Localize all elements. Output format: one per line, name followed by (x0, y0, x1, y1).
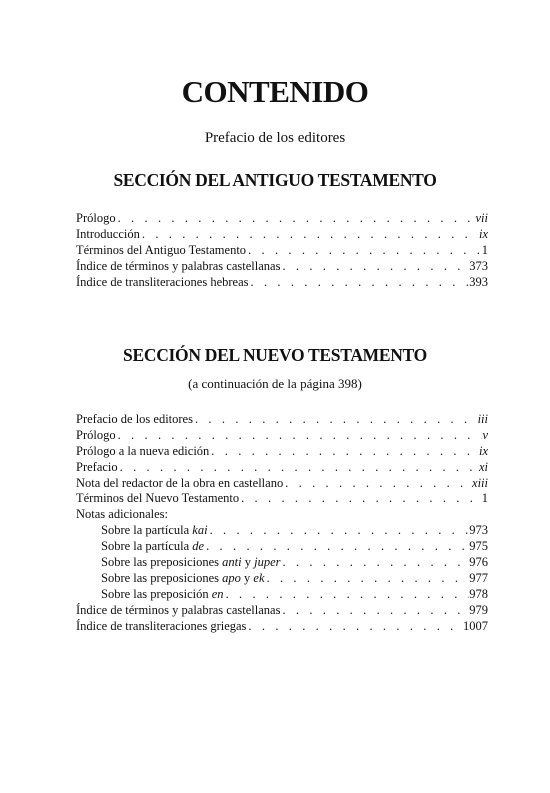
toc-entry-page: 975 (469, 539, 488, 554)
toc-entry-page: 393 (469, 274, 488, 289)
toc-entry-label (76, 444, 209, 460)
toc-entry-page: vii (475, 211, 488, 225)
toc-entry-page: v (482, 427, 488, 442)
toc-entry (76, 444, 488, 460)
toc-entry-label-text: Notas adicionales: (76, 507, 168, 522)
toc-entry (76, 555, 488, 571)
toc-entry-label-text: y (241, 555, 255, 570)
toc-entry (76, 428, 488, 444)
toc-entry-label-text: Prólogo (76, 427, 116, 442)
old-testament-toc (76, 211, 488, 290)
dot-leader (246, 243, 482, 259)
toc-entry (76, 619, 488, 635)
toc-entry (76, 243, 488, 259)
toc-entry-page: 976 (469, 555, 488, 570)
toc-entry-label (76, 476, 283, 492)
toc-entry (76, 460, 488, 476)
toc-entry-label-text: Sobre la partícula (101, 523, 193, 538)
toc-entry-page: 1007 (463, 618, 488, 633)
toc-entry-label (76, 460, 118, 476)
dot-leader (239, 491, 482, 507)
toc-entry-label (76, 523, 208, 539)
toc-entry-label-text: y (240, 570, 254, 585)
dot-leader (116, 211, 476, 227)
toc-entry-label-text: Prefacio (76, 459, 118, 474)
toc-entry-label-italic: anti (222, 555, 242, 570)
toc-entry-label (76, 539, 204, 555)
toc-entry (76, 571, 488, 587)
toc-entry-label-text: Introducción (76, 226, 140, 241)
toc-entry-label-italic: apo (222, 570, 241, 585)
dot-leader (208, 523, 470, 539)
dot-leader (118, 460, 479, 476)
page-title: CONTENIDO (181, 74, 369, 109)
toc-entry-label (76, 571, 265, 587)
toc-entry (76, 412, 488, 428)
toc-entry-label (76, 211, 116, 227)
toc-entry (76, 227, 488, 243)
toc-entry-page: 977 (469, 570, 488, 585)
dot-leader (249, 275, 470, 291)
toc-entry-label (76, 619, 246, 635)
toc-entry (76, 259, 488, 275)
toc-entry-label-text: Términos del Nuevo Testamento (76, 491, 240, 506)
toc-entry-page: 979 (469, 602, 488, 617)
toc-entry-label (76, 587, 224, 603)
toc-entry (76, 523, 488, 539)
new-testament-heading: SECCIÓN DEL NUEVO TESTAMENTO (123, 345, 427, 365)
toc-entry-label-text: Índice de términos y palabras castellanas (76, 258, 281, 273)
toc-entry (76, 211, 488, 227)
toc-entry-page: xi (478, 459, 488, 474)
toc-entry-label-text: Índice de transliteraciones griegas (76, 618, 247, 633)
toc-entry-label-text: Prefacio de los editores (76, 412, 193, 426)
toc-entry-label-italic: en (211, 586, 224, 601)
toc-entry-label-italic: juper (254, 555, 281, 570)
dot-leader (224, 587, 470, 603)
toc-entry-label-text: Sobre las preposiciones (101, 570, 223, 585)
dot-leader (265, 571, 470, 587)
toc-entry-label-text: Índice de términos y palabras castellanas (76, 602, 281, 617)
toc-entry-page: 978 (469, 586, 488, 601)
dot-leader (204, 539, 469, 555)
toc-entry-label-text: Índice de transliteraciones hebreas (76, 274, 249, 289)
toc-entry-label (76, 412, 193, 428)
new-testament-toc (76, 412, 488, 634)
dot-leader (246, 619, 463, 635)
toc-entry-label (76, 259, 280, 275)
toc-entry-label-text: Sobre las preposiciones (101, 555, 223, 570)
toc-entry (76, 275, 488, 291)
new-testament-note: (a continuación de la página 398) (188, 376, 362, 391)
toc-entry-page: xiii (472, 475, 488, 490)
toc-entry (76, 476, 488, 492)
toc-entry-page: 1 (481, 491, 488, 506)
toc-entry-label-text: Nota del redactor de la obra en castellano (76, 475, 284, 490)
toc-entry-label (76, 428, 116, 444)
toc-entry (76, 603, 488, 619)
toc-entry-label-text: Sobre las preposición (101, 586, 212, 601)
dot-leader (281, 555, 470, 571)
toc-entry-page: 1 (481, 242, 488, 257)
toc-entry-label-text: Prólogo (76, 211, 116, 225)
toc-entry-page: 373 (469, 258, 488, 273)
dot-leader (283, 476, 472, 492)
prefacio-line: Prefacio de los editores (204, 130, 346, 146)
toc-entry-label (76, 275, 249, 291)
toc-entry-label (76, 603, 280, 619)
toc-entry-page: ix (478, 443, 488, 458)
toc-entry-page: iii (477, 412, 488, 426)
toc-entry-label-text: Sobre la partícula (101, 539, 193, 554)
toc-entry-page: 973 (469, 523, 488, 538)
toc-entry-label-text: Prólogo a la nueva edición (76, 443, 210, 458)
toc-entry (76, 539, 488, 555)
toc-entry-label (76, 555, 281, 571)
toc-entry (76, 507, 488, 523)
toc-entry-label-text: Términos del Antiguo Testamento (76, 242, 247, 257)
toc-entry-page: ix (478, 226, 488, 241)
dot-leader (116, 428, 483, 444)
toc-entry-label (76, 507, 488, 523)
toc-entry-label-italic: de (192, 539, 205, 554)
dot-leader (140, 227, 479, 243)
dot-leader (193, 412, 478, 428)
toc-entry-label-italic: ek (253, 570, 265, 585)
toc-entry (76, 587, 488, 603)
dot-leader (280, 603, 469, 619)
toc-entry-label (76, 243, 246, 259)
toc-entry-label-italic: kai (192, 523, 208, 538)
toc-entry-label (76, 491, 239, 507)
old-testament-heading: SECCIÓN DEL ANTIGUO TESTAMENTO (113, 170, 437, 190)
toc-entry (76, 491, 488, 507)
dot-leader (209, 444, 479, 460)
dot-leader (280, 259, 469, 275)
toc-entry-label (76, 227, 140, 243)
